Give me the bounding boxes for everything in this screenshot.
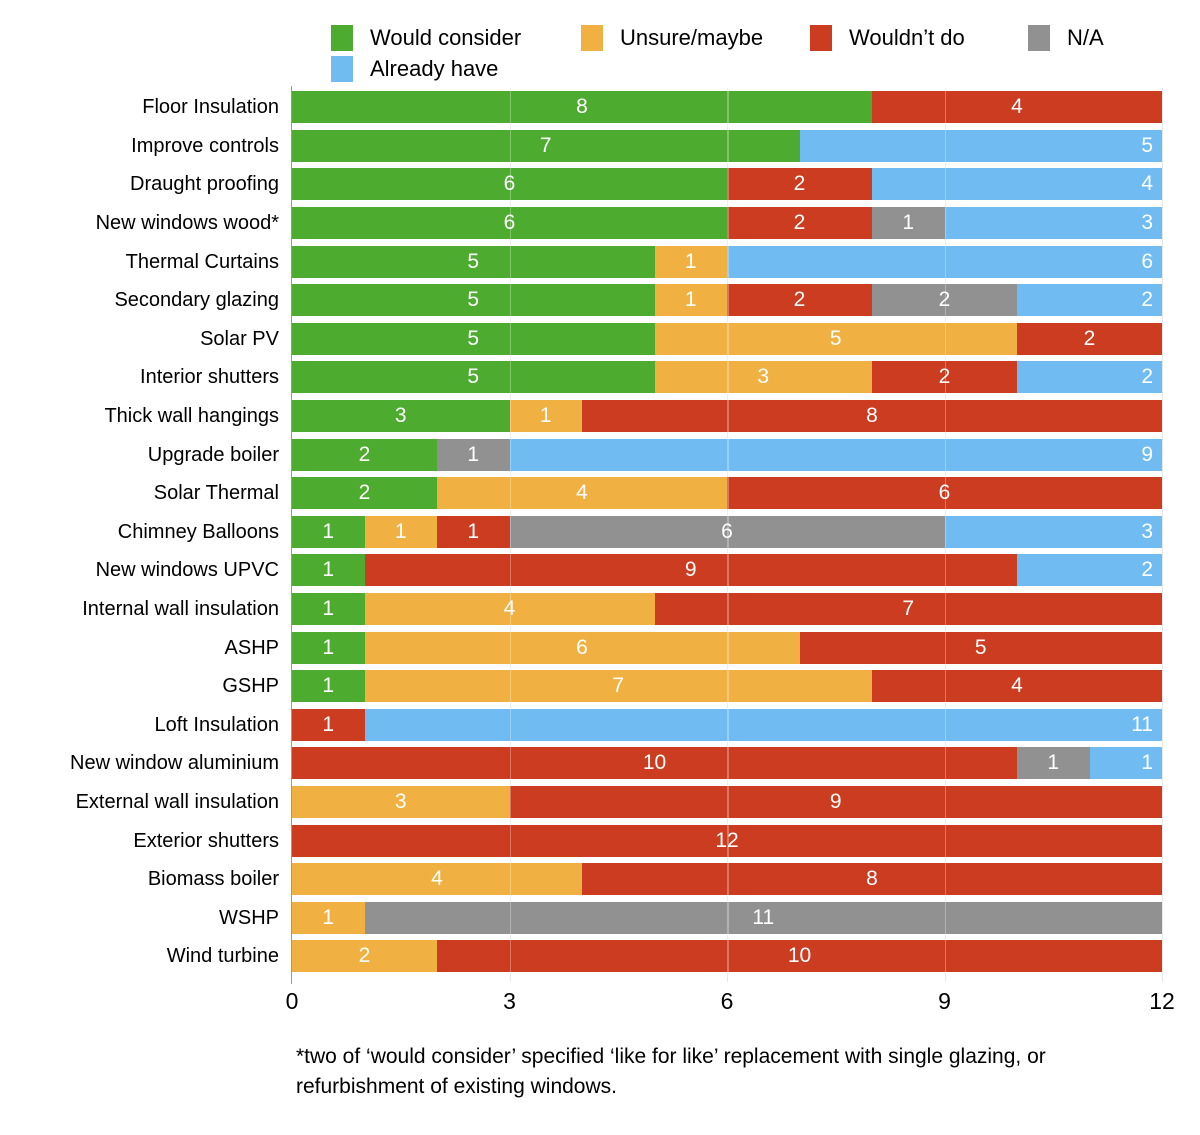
bar-value-label: 4 bbox=[576, 481, 588, 505]
bar-value-label: 8 bbox=[866, 404, 878, 428]
bar-value-label: 1 bbox=[322, 597, 335, 621]
bar-value-label: 2 bbox=[1141, 365, 1153, 389]
category-label: Draught proofing bbox=[130, 173, 279, 196]
bar-row-thermal-curtains bbox=[0, 242, 1200, 281]
category-label: Secondary glazing bbox=[114, 289, 279, 312]
bar-value-label: 6 bbox=[576, 635, 588, 659]
bar-segment-unsure-maybe bbox=[365, 516, 438, 548]
category-label: New windows wood* bbox=[95, 212, 279, 235]
bar-value-label: 10 bbox=[787, 944, 812, 968]
bar-segment-wouldn-t-do bbox=[292, 825, 1162, 857]
category-label: External wall insulation bbox=[75, 790, 279, 813]
bar-track bbox=[292, 902, 1162, 934]
bar-track bbox=[292, 940, 1162, 972]
bar-segment-wouldn-t-do bbox=[437, 940, 1162, 972]
bar-track bbox=[292, 863, 1162, 895]
bar-segment-wouldn-t-do bbox=[1017, 323, 1162, 355]
bar-segment-wouldn-t-do bbox=[437, 516, 510, 548]
bar-track bbox=[292, 361, 1162, 393]
bar-segment-would-consider bbox=[292, 361, 655, 393]
bar-value-label: 2 bbox=[938, 365, 951, 389]
legend-item-would-consider bbox=[331, 25, 581, 51]
bar-value-label: 6 bbox=[721, 519, 733, 543]
bar-segment-n-a bbox=[872, 207, 945, 239]
bar-segment-already-have bbox=[727, 246, 1162, 278]
bar-segment-wouldn-t-do bbox=[727, 477, 1162, 509]
legend-swatch-icon bbox=[1028, 25, 1050, 51]
legend-item-already-have bbox=[331, 56, 498, 82]
bar-value-label: 6 bbox=[938, 481, 951, 505]
bar-row-draught-proofing bbox=[0, 165, 1200, 204]
bar-row-gshp bbox=[0, 667, 1200, 706]
bar-row-exterior-shutters bbox=[0, 821, 1200, 860]
bar-segment-already-have bbox=[872, 168, 1162, 200]
bar-value-label: 6 bbox=[503, 211, 516, 235]
bar-segment-wouldn-t-do bbox=[365, 554, 1018, 586]
bar-value-label: 5 bbox=[974, 635, 987, 659]
bar-track bbox=[292, 323, 1162, 355]
bar-segment-would-consider bbox=[292, 207, 727, 239]
category-label: Wind turbine bbox=[166, 945, 279, 968]
bar-segment-unsure-maybe bbox=[655, 246, 728, 278]
x-tick-label: 9 bbox=[938, 987, 951, 1014]
bar-segment-wouldn-t-do bbox=[655, 593, 1163, 625]
bar-segment-unsure-maybe bbox=[365, 593, 655, 625]
bar-segment-unsure-maybe bbox=[655, 284, 728, 316]
category-label: GSHP bbox=[222, 675, 279, 698]
bar-segment-wouldn-t-do bbox=[872, 670, 1162, 702]
bar-value-label: 3 bbox=[394, 404, 407, 428]
bar-value-label: 4 bbox=[1011, 95, 1023, 119]
legend-swatch-icon bbox=[331, 56, 353, 82]
bar-value-label: 3 bbox=[1141, 211, 1153, 235]
bar-row-loft-insulation bbox=[0, 706, 1200, 745]
bar-row-ashp bbox=[0, 628, 1200, 667]
bar-value-label: 6 bbox=[1141, 249, 1153, 273]
legend bbox=[331, 22, 1200, 84]
bar-track bbox=[292, 91, 1162, 123]
legend-swatch-icon bbox=[810, 25, 832, 51]
bar-row-interior-shutters bbox=[0, 358, 1200, 397]
bar-segment-would-consider bbox=[292, 400, 510, 432]
bar-segment-already-have bbox=[800, 130, 1163, 162]
bar-segment-wouldn-t-do bbox=[727, 168, 872, 200]
bar-segment-wouldn-t-do bbox=[292, 747, 1017, 779]
bar-row-external-wall-insulation bbox=[0, 783, 1200, 822]
bar-value-label: 11 bbox=[1131, 712, 1153, 736]
bar-value-label: 1 bbox=[1141, 751, 1153, 775]
bar-segment-would-consider bbox=[292, 168, 727, 200]
bar-value-label: 1 bbox=[902, 211, 915, 235]
category-label: Chimney Balloons bbox=[117, 520, 279, 543]
bar-value-label: 8 bbox=[576, 95, 588, 119]
legend-label: Already have bbox=[370, 55, 499, 81]
category-label: Solar Thermal bbox=[153, 482, 279, 505]
bar-row-biomass-boiler bbox=[0, 860, 1200, 899]
bar-segment-n-a bbox=[437, 439, 510, 471]
bar-track bbox=[292, 593, 1162, 625]
legend-row bbox=[331, 53, 1200, 84]
bar-segment-already-have bbox=[1017, 554, 1162, 586]
bar-segment-already-have bbox=[365, 709, 1163, 741]
bar-segment-unsure-maybe bbox=[655, 361, 873, 393]
legend-item-unsure-maybe bbox=[581, 25, 810, 51]
bar-row-improve-controls bbox=[0, 127, 1200, 166]
x-tick-label: 3 bbox=[503, 987, 516, 1014]
bar-segment-wouldn-t-do bbox=[800, 632, 1163, 664]
bar-value-label: 10 bbox=[642, 751, 667, 775]
bar-segment-n-a bbox=[365, 902, 1163, 934]
bar-track bbox=[292, 477, 1162, 509]
bar-segment-would-consider bbox=[292, 439, 437, 471]
footnote bbox=[296, 1042, 1160, 1102]
bar-segment-would-consider bbox=[292, 323, 655, 355]
bar-segment-would-consider bbox=[292, 554, 365, 586]
bar-value-label: 1 bbox=[684, 288, 697, 312]
bar-segment-would-consider bbox=[292, 130, 800, 162]
category-label: Exterior shutters bbox=[133, 829, 279, 852]
bar-row-thick-wall-hangings bbox=[0, 397, 1200, 436]
x-tick-label: 6 bbox=[720, 987, 734, 1014]
bar-segment-already-have bbox=[1017, 284, 1162, 316]
bar-segment-unsure-maybe bbox=[292, 863, 582, 895]
bar-value-label: 2 bbox=[358, 944, 371, 968]
category-label: New windows UPVC bbox=[95, 559, 279, 582]
bar-value-label: 1 bbox=[539, 404, 552, 428]
bar-value-label: 9 bbox=[684, 558, 697, 582]
bar-segment-would-consider bbox=[292, 477, 437, 509]
bar-value-label: 1 bbox=[322, 674, 335, 698]
bar-segment-wouldn-t-do bbox=[727, 207, 872, 239]
bar-segment-wouldn-t-do bbox=[872, 361, 1017, 393]
bar-value-label: 2 bbox=[358, 481, 371, 505]
bar-segment-already-have bbox=[1017, 361, 1162, 393]
bar-row-solar-thermal bbox=[0, 474, 1200, 513]
bar-track bbox=[292, 207, 1162, 239]
bar-segment-unsure-maybe bbox=[292, 902, 365, 934]
bar-row-new-windows-upvc bbox=[0, 551, 1200, 590]
bar-segment-unsure-maybe bbox=[510, 400, 583, 432]
bar-value-label: 9 bbox=[1141, 442, 1153, 466]
bar-segment-would-consider bbox=[292, 593, 365, 625]
bar-row-secondary-glazing bbox=[0, 281, 1200, 320]
bar-value-label: 6 bbox=[503, 172, 516, 196]
category-label: Loft Insulation bbox=[154, 713, 279, 736]
legend-item-n-a bbox=[1028, 25, 1104, 51]
category-label: Biomass boiler bbox=[147, 868, 279, 891]
bar-row-internal-wall-insulation bbox=[0, 590, 1200, 629]
bar-track bbox=[292, 786, 1162, 818]
bar-track bbox=[292, 554, 1162, 586]
x-tick-label: 12 bbox=[1149, 987, 1175, 1014]
legend-label: Wouldn’t do bbox=[849, 24, 965, 50]
bar-track bbox=[292, 825, 1162, 857]
bar-value-label: 12 bbox=[715, 828, 739, 852]
bar-value-label: 4 bbox=[431, 867, 443, 891]
bar-row-new-windows-wood bbox=[0, 204, 1200, 243]
bar-value-label: 1 bbox=[322, 905, 335, 929]
bar-row-wshp bbox=[0, 898, 1200, 937]
bar-value-label: 5 bbox=[1141, 133, 1153, 157]
bar-value-label: 8 bbox=[866, 867, 878, 891]
legend-row bbox=[331, 22, 1200, 53]
bar-row-floor-insulation bbox=[0, 88, 1200, 127]
legend-swatch-icon bbox=[581, 25, 603, 51]
bar-row-new-window-aluminium bbox=[0, 744, 1200, 783]
bar-segment-would-consider bbox=[292, 632, 365, 664]
bar-segment-n-a bbox=[872, 284, 1017, 316]
category-label: Thermal Curtains bbox=[125, 250, 279, 273]
bar-segment-n-a bbox=[510, 516, 945, 548]
bar-value-label: 7 bbox=[902, 597, 915, 621]
bar-row-wind-turbine bbox=[0, 937, 1200, 976]
bar-track bbox=[292, 670, 1162, 702]
bar-track bbox=[292, 168, 1162, 200]
bar-value-label: 1 bbox=[322, 635, 335, 659]
bar-segment-unsure-maybe bbox=[365, 632, 800, 664]
bar-value-label: 3 bbox=[757, 365, 770, 389]
bar-row-chimney-balloons bbox=[0, 513, 1200, 552]
bar-track bbox=[292, 632, 1162, 664]
bar-segment-unsure-maybe bbox=[365, 670, 873, 702]
bar-segment-already-have bbox=[945, 516, 1163, 548]
bar-segment-unsure-maybe bbox=[292, 786, 510, 818]
bar-segment-would-consider bbox=[292, 670, 365, 702]
bar-value-label: 7 bbox=[612, 674, 625, 698]
bar-value-label: 5 bbox=[829, 326, 842, 350]
bar-track bbox=[292, 130, 1162, 162]
bar-value-label: 4 bbox=[1011, 674, 1023, 698]
bar-segment-n-a bbox=[1017, 747, 1090, 779]
bar-track bbox=[292, 709, 1162, 741]
bar-segment-would-consider bbox=[292, 516, 365, 548]
category-label: WSHP bbox=[219, 906, 279, 929]
bar-value-label: 3 bbox=[1141, 519, 1153, 543]
bar-segment-unsure-maybe bbox=[292, 940, 437, 972]
legend-label: Would consider bbox=[370, 24, 522, 50]
category-label: Interior shutters bbox=[140, 366, 279, 389]
bar-value-label: 2 bbox=[1141, 558, 1153, 582]
bar-segment-already-have bbox=[1090, 747, 1163, 779]
bar-value-label: 1 bbox=[467, 442, 480, 466]
bar-track bbox=[292, 246, 1162, 278]
bar-value-label: 4 bbox=[1141, 172, 1153, 196]
bar-value-label: 1 bbox=[394, 519, 407, 543]
category-label: ASHP bbox=[224, 636, 279, 659]
bar-value-label: 3 bbox=[394, 789, 407, 813]
footnote-line: refurbishment of existing windows. bbox=[296, 1074, 617, 1098]
bar-value-label: 4 bbox=[503, 597, 516, 621]
category-label: Internal wall insulation bbox=[82, 598, 279, 621]
bar-value-label: 1 bbox=[467, 519, 480, 543]
bar-segment-unsure-maybe bbox=[437, 477, 727, 509]
x-axis bbox=[0, 984, 1200, 1020]
bar-segment-would-consider bbox=[292, 284, 655, 316]
bar-segment-wouldn-t-do bbox=[292, 709, 365, 741]
bar-track bbox=[292, 516, 1162, 548]
bar-value-label: 11 bbox=[752, 905, 775, 929]
bar-segment-already-have bbox=[510, 439, 1163, 471]
bar-value-label: 2 bbox=[358, 442, 371, 466]
bar-track bbox=[292, 400, 1162, 432]
x-tick-label: 0 bbox=[285, 987, 299, 1014]
category-label: Improve controls bbox=[131, 134, 279, 157]
bar-value-label: 1 bbox=[322, 712, 335, 736]
legend-label: Unsure/maybe bbox=[620, 24, 764, 50]
bar-segment-already-have bbox=[945, 207, 1163, 239]
category-label: Solar PV bbox=[200, 327, 279, 350]
bar-value-label: 2 bbox=[793, 211, 806, 235]
bar-value-label: 5 bbox=[467, 326, 480, 350]
bar-segment-unsure-maybe bbox=[655, 323, 1018, 355]
bar-value-label: 9 bbox=[829, 789, 842, 813]
legend-label: N/A bbox=[1067, 24, 1104, 50]
bar-row-solar-pv bbox=[0, 320, 1200, 359]
bar-row-upgrade-boiler bbox=[0, 435, 1200, 474]
bar-segment-wouldn-t-do bbox=[582, 400, 1162, 432]
bar-segment-would-consider bbox=[292, 246, 655, 278]
bar-value-label: 1 bbox=[322, 519, 335, 543]
bar-value-label: 5 bbox=[467, 288, 480, 312]
bar-segment-would-consider bbox=[292, 91, 872, 123]
bar-track bbox=[292, 747, 1162, 779]
bar-segment-wouldn-t-do bbox=[727, 284, 872, 316]
bar-track bbox=[292, 284, 1162, 316]
bar-value-label: 1 bbox=[322, 558, 335, 582]
bar-segment-wouldn-t-do bbox=[510, 786, 1163, 818]
category-label: Floor Insulation bbox=[142, 96, 279, 119]
bar-value-label: 1 bbox=[684, 249, 697, 273]
stacked-bar-chart bbox=[0, 88, 1200, 976]
bar-value-label: 2 bbox=[938, 288, 951, 312]
category-label: Thick wall hangings bbox=[104, 405, 279, 428]
category-label: New window aluminium bbox=[70, 752, 279, 775]
legend-swatch-icon bbox=[331, 25, 353, 51]
bar-value-label: 2 bbox=[793, 288, 806, 312]
bar-track bbox=[292, 439, 1162, 471]
bar-value-label: 5 bbox=[467, 365, 480, 389]
bar-value-label: 1 bbox=[1047, 751, 1060, 775]
bar-value-label: 2 bbox=[793, 172, 806, 196]
legend-item-wouldn-t-do bbox=[810, 25, 1028, 51]
bar-segment-wouldn-t-do bbox=[582, 863, 1162, 895]
bar-value-label: 7 bbox=[539, 133, 552, 157]
bar-segment-wouldn-t-do bbox=[872, 91, 1162, 123]
footnote-line: *two of ‘would consider’ specified ‘like for like’ replacement with single glazing, or bbox=[296, 1044, 1046, 1068]
bar-value-label: 5 bbox=[467, 249, 480, 273]
category-label: Upgrade boiler bbox=[147, 443, 279, 466]
bar-value-label: 2 bbox=[1141, 288, 1153, 312]
bar-value-label: 2 bbox=[1083, 326, 1096, 350]
